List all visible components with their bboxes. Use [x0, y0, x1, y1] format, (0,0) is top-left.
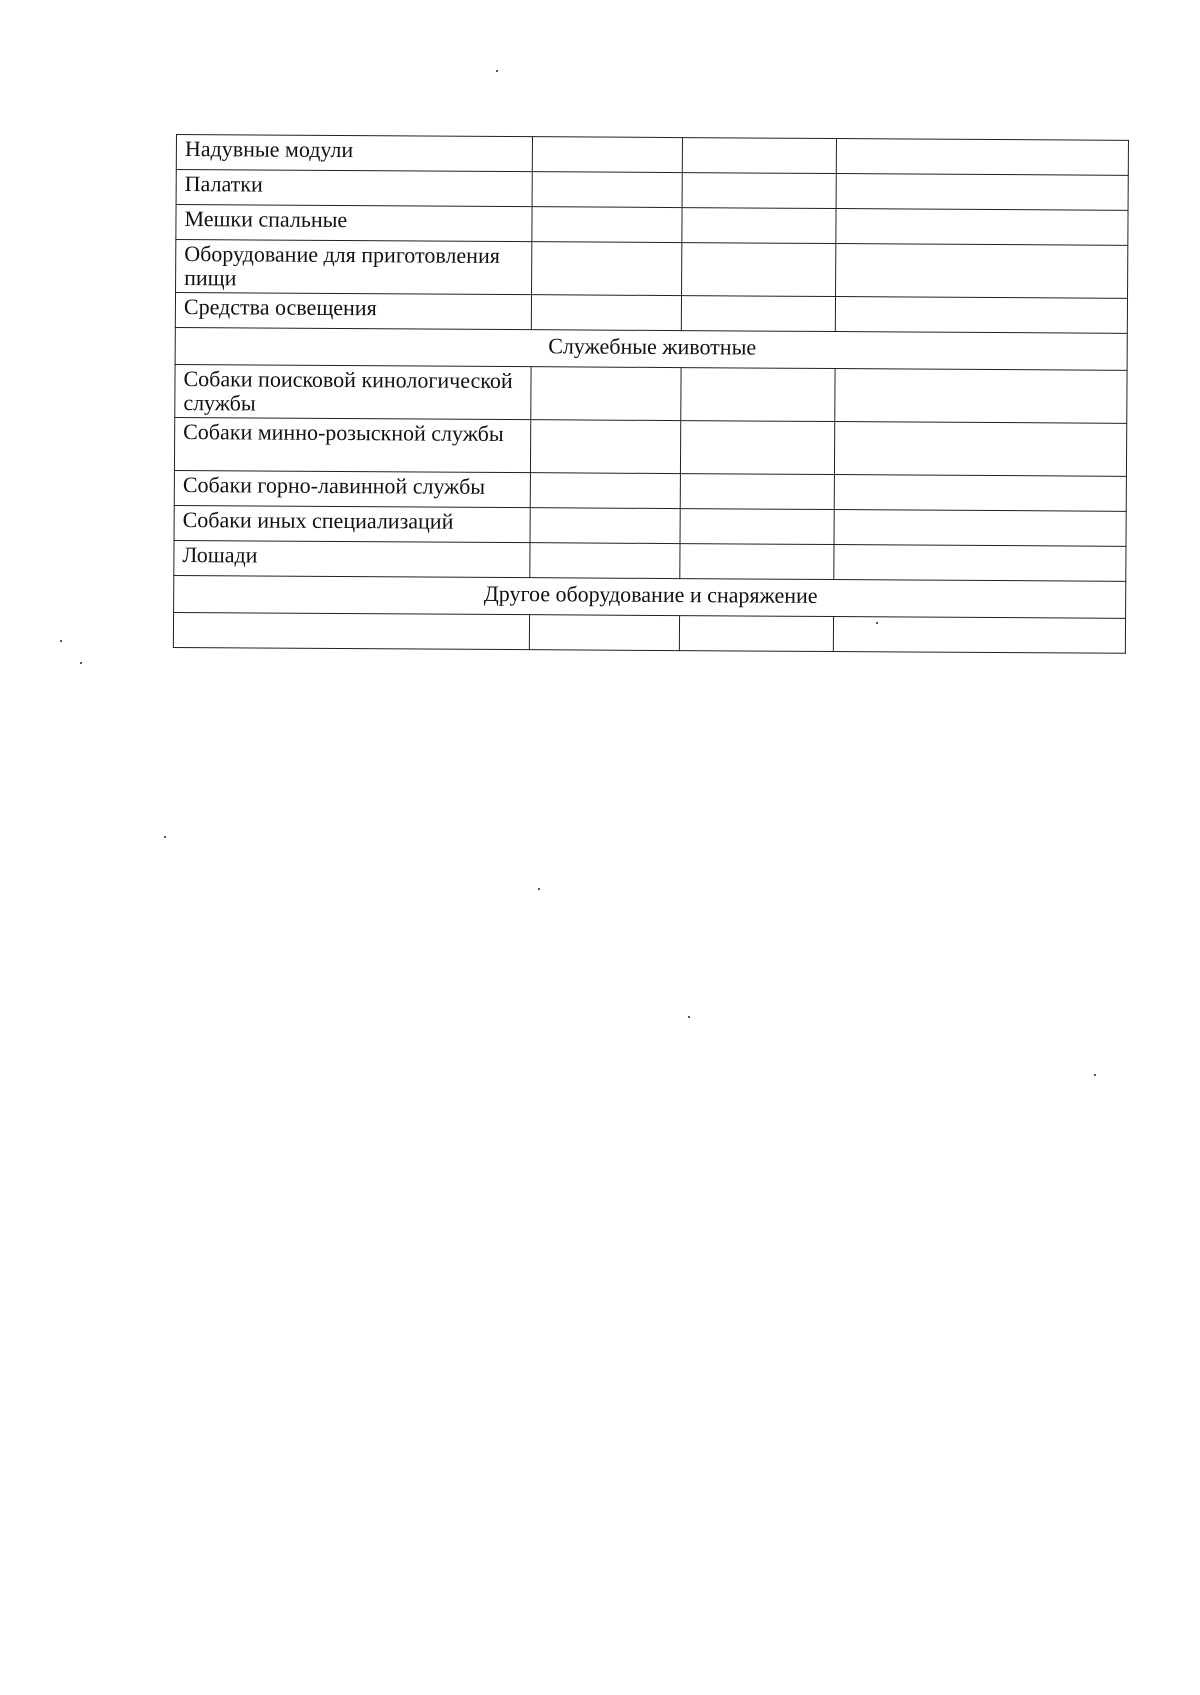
table-row: [175, 364, 1127, 423]
empty-cell: [834, 422, 1126, 477]
empty-cell: [680, 474, 834, 510]
empty-cell: [835, 297, 1127, 334]
empty-cell: [836, 244, 1128, 299]
empty-cell: [680, 509, 834, 545]
empty-cell: [682, 243, 836, 297]
scan-speck: [496, 70, 498, 72]
empty-cell: [681, 296, 835, 332]
row-label: Палатки: [176, 170, 532, 207]
inventory-table: [173, 134, 1129, 654]
empty-cell: [531, 295, 681, 331]
empty-cell: [681, 368, 835, 422]
scan-speck: [80, 662, 82, 664]
row-label: Надувные модули: [176, 135, 532, 172]
empty-cell: [530, 543, 680, 579]
empty-cell: [530, 420, 680, 474]
row-label: Лошади: [174, 540, 530, 577]
table-row: [176, 170, 1128, 211]
scan-speck: [538, 888, 540, 890]
table-row: [174, 470, 1126, 511]
table-row: [176, 240, 1128, 299]
scan-speck: [1094, 1074, 1096, 1076]
table-row: [174, 505, 1126, 546]
table-row: [176, 135, 1128, 176]
empty-cell: [833, 617, 1125, 654]
table-row: [175, 293, 1127, 334]
section-heading-other: Другое оборудование и снаряжение: [174, 575, 1126, 618]
empty-cell: [532, 172, 682, 208]
empty-cell: [529, 615, 679, 651]
empty-cell: [173, 612, 529, 649]
row-label: Собаки иных специализаций: [174, 505, 530, 542]
row-label: Мешки спальные: [176, 205, 532, 242]
empty-cell: [532, 242, 682, 296]
empty-cell: [680, 421, 834, 475]
scan-speck: [688, 1016, 690, 1018]
empty-cell: [531, 367, 681, 421]
section-heading-animals: Служебные животные: [175, 327, 1127, 370]
row-label: Средства освещения: [175, 293, 531, 330]
row-label: Собаки горно-лавинной службы: [174, 470, 530, 507]
empty-cell: [532, 207, 682, 243]
empty-cell: [680, 544, 834, 580]
scan-speck: [164, 836, 166, 838]
row-label: Собаки поисковой кинологической службы: [175, 364, 531, 419]
empty-cell: [834, 545, 1126, 582]
empty-cell: [682, 208, 836, 244]
empty-cell: [530, 508, 680, 544]
empty-cell: [530, 473, 680, 509]
table-row: [176, 205, 1128, 246]
empty-cell: [834, 510, 1126, 547]
section-row: [174, 575, 1126, 618]
empty-cell: [679, 616, 833, 652]
table-row: [173, 612, 1125, 653]
empty-cell: [836, 174, 1128, 211]
row-label: Собаки минно-розыскной службы: [174, 417, 530, 472]
scan-speck: [60, 640, 62, 642]
empty-cell: [834, 475, 1126, 512]
empty-cell: [836, 209, 1128, 246]
empty-cell: [836, 139, 1128, 176]
inventory-table-wrapper: [173, 134, 1128, 654]
empty-cell: [532, 137, 682, 173]
table-row: [174, 417, 1126, 476]
table-row: [174, 540, 1126, 581]
section-row: [175, 327, 1127, 370]
row-label: Оборудование для приготовления пищи: [176, 240, 532, 295]
empty-cell: [682, 173, 836, 209]
empty-cell: [682, 138, 836, 174]
empty-cell: [835, 369, 1127, 424]
